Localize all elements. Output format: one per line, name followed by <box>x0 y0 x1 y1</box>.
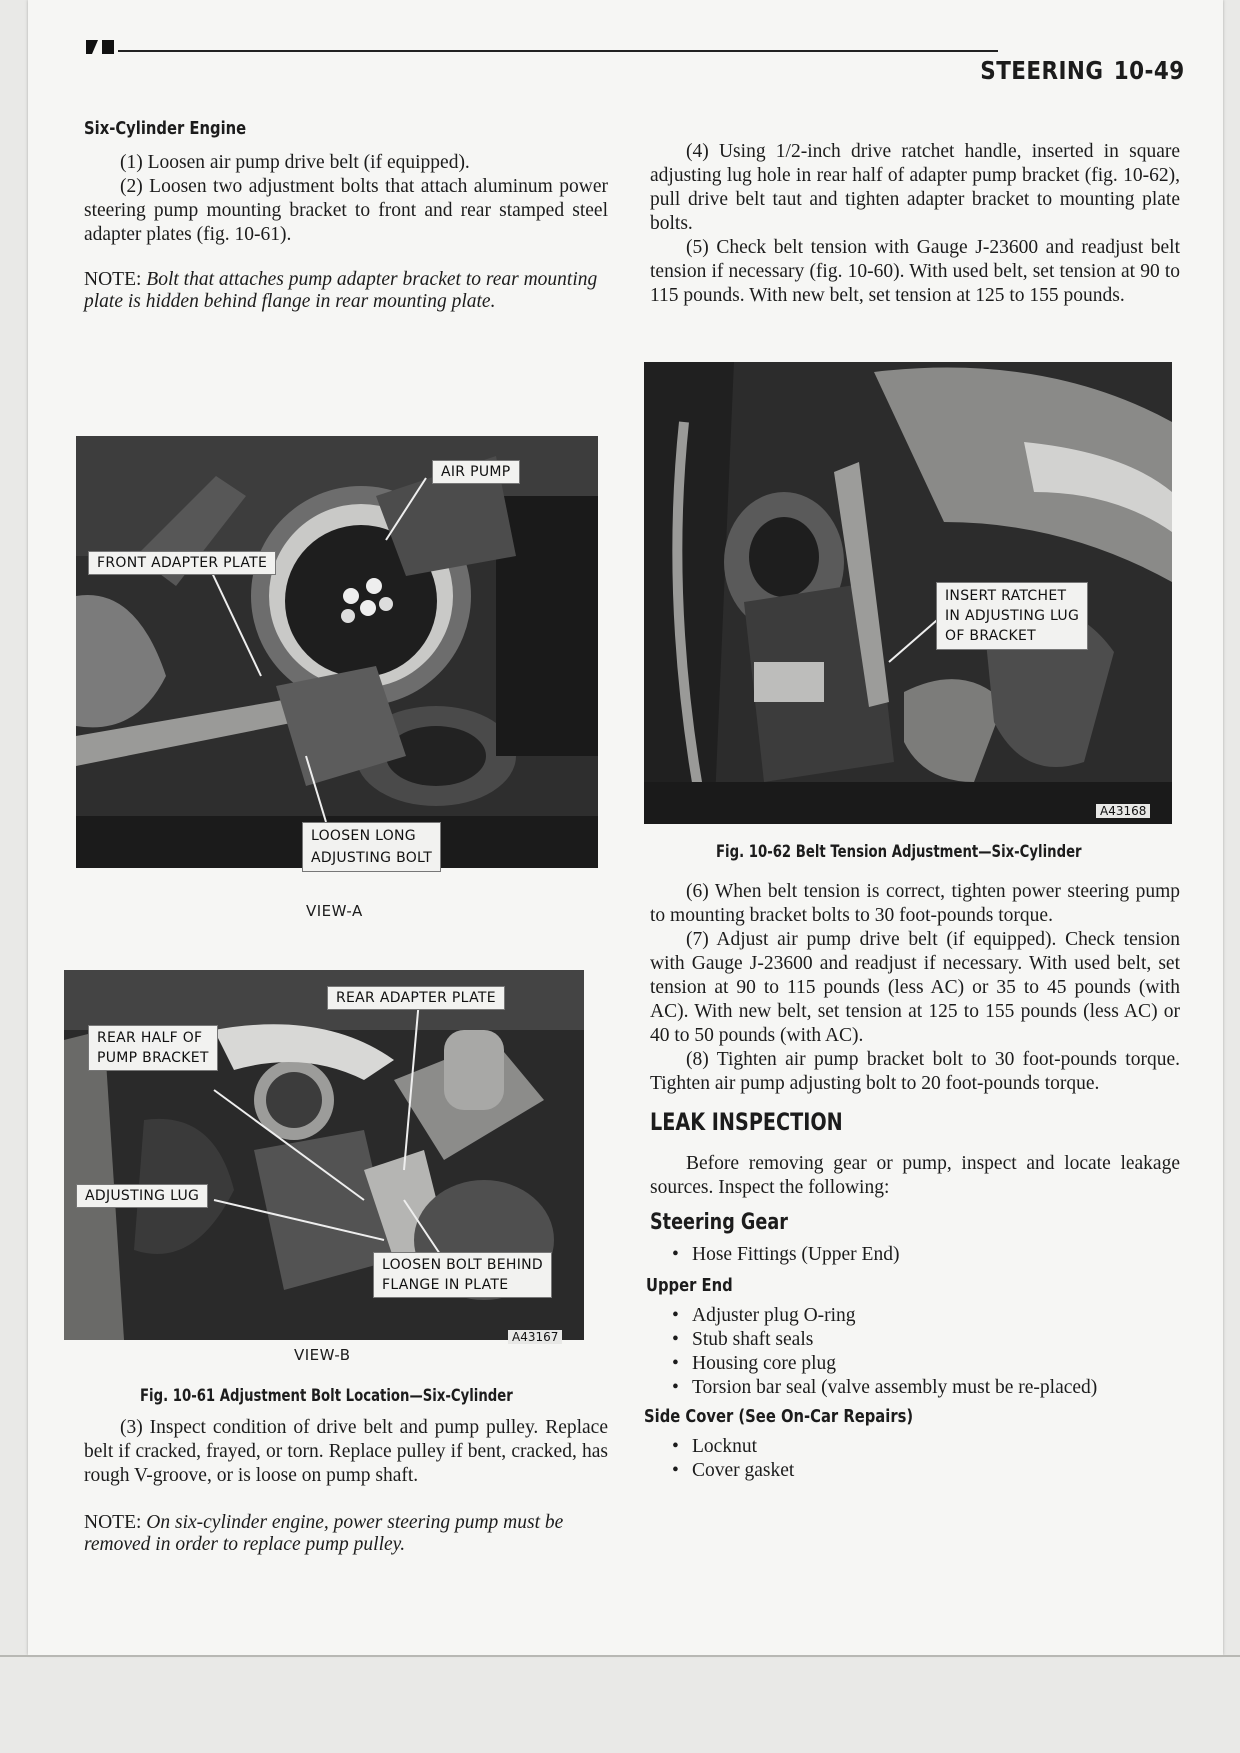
manual-logo-icon <box>86 38 116 56</box>
callout-loosen-bolt-behind-flange <box>373 1252 552 1298</box>
upper-end-list <box>650 1304 1180 1400</box>
figure-code-a43168: A43168 <box>1096 804 1150 818</box>
list-item: • Locknut <box>672 1435 1180 1459</box>
callout-air-pump: AIR PUMP <box>432 460 520 484</box>
list-item: • Torsion bar seal (valve assembly must be re-placed) <box>672 1376 1180 1400</box>
step-2: (2) Loosen two adjustment bolts that attach aluminum power steering pump mounting bracket to front and rear stamped steel adapter plates (fig. 10-61). <box>84 176 608 245</box>
step-3: (3) Inspect condition of drive belt and pump pulley. Replace belt if cracked, frayed, or torn. Replace pulley if bent, cracked, has rough V-groove, or is loose on pump shaft. <box>84 1417 608 1486</box>
figure-code-a43167: A43167 <box>508 1330 562 1344</box>
callout-rear-half-pump-bracket <box>88 1025 218 1071</box>
photo-belt-tension <box>644 362 1172 824</box>
callout-line: OF BRACKET <box>945 628 1036 644</box>
side-cover-list <box>650 1435 1180 1483</box>
step-6: (6) When belt tension is correct, tighten power steering pump to mounting bracket bolts to 30 foot-pounds torque. <box>650 881 1180 926</box>
step-1: (1) Loosen air pump drive belt (if equipped). <box>120 152 470 173</box>
callout-rear-adapter-plate: REAR ADAPTER PLATE <box>327 986 505 1010</box>
note-1 <box>84 269 608 313</box>
right-column-top <box>650 140 1180 308</box>
callout-line: INSERT RATCHET <box>945 588 1067 604</box>
step-7: (7) Adjust air pump drive belt (if equipped). Check tension with Gauge J-23600 and readjust if necessary. With used belt, set tension at 90 to 115 pounds (less AC) or 35 to 45 pounds (with AC). With new belt, set tension at 125 to 155 pounds (less AC) or 40 to 50 pounds (with AC). <box>650 929 1180 1046</box>
callout-line: ADJUSTING BOLT <box>311 850 433 866</box>
page-number: 10-49 <box>1114 56 1185 85</box>
right-column-bottom <box>644 880 1180 1483</box>
running-header <box>981 56 1185 85</box>
note-label: NOTE: <box>84 1512 142 1533</box>
engine-photo-a-icon <box>76 436 598 868</box>
figure-caption-10-61: Fig. 10-61 Adjustment Bolt Location—Six-Cylinder <box>140 1386 513 1406</box>
callout-line: REAR HALF OF <box>97 1030 203 1046</box>
heading-leak-inspection: LEAK INSPECTION <box>650 1108 843 1136</box>
callout-line: LOOSEN LONG <box>311 828 416 844</box>
note-text: Bolt that attaches pump adapter bracket to rear mounting plate is hidden behind flange in rear mounting plate. <box>84 269 598 312</box>
note-label: NOTE: <box>84 269 142 290</box>
list-item: • Adjuster plug O-ring <box>672 1304 1180 1328</box>
callout-line: LOOSEN BOLT BEHIND <box>382 1257 544 1273</box>
page-edge <box>0 1655 1240 1657</box>
list-item: • Cover gasket <box>672 1459 1180 1483</box>
left-column-bottom <box>84 1416 608 1556</box>
note-2 <box>84 1512 608 1556</box>
figure-caption-10-62: Fig. 10-62 Belt Tension Adjustment—Six-Cylinder <box>716 842 1082 862</box>
heading-upper-end: Upper End <box>646 1275 733 1296</box>
callout-line: FLANGE IN PLATE <box>382 1277 509 1293</box>
section-title: STEERING <box>980 56 1104 85</box>
callout-adjusting-lug: ADJUSTING LUG <box>76 1184 208 1208</box>
heading-side-cover: Side Cover (See On-Car Repairs) <box>644 1406 914 1427</box>
list-item: • Housing core plug <box>672 1352 1180 1376</box>
leak-intro: Before removing gear or pump, inspect and locate leakage sources. Inspect the following: <box>650 1153 1180 1198</box>
callout-insert-ratchet <box>936 582 1088 650</box>
view-b-label: VIEW-B <box>294 1346 351 1364</box>
steering-gear-list <box>650 1243 1180 1267</box>
list-item: • Stub shaft seals <box>672 1328 1180 1352</box>
left-column-top <box>84 118 608 313</box>
engine-photo-c-icon <box>644 362 1172 824</box>
photo-view-a <box>76 436 598 868</box>
callout-loosen-long-bolt <box>302 822 441 872</box>
step-8: (8) Tighten air pump bracket bolt to 30 foot-pounds torque. Tighten air pump adjusting bolt to 20 foot-pounds torque. <box>650 1049 1180 1094</box>
callout-line: PUMP BRACKET <box>97 1050 209 1066</box>
callout-front-adapter-plate: FRONT ADAPTER PLATE <box>88 551 276 575</box>
list-item: • Hose Fittings (Upper End) <box>672 1243 1180 1267</box>
note-text: On six-cylinder engine, power steering pump must be removed in order to replace pump pulley. <box>84 1512 564 1555</box>
heading-six-cylinder: Six-Cylinder Engine <box>84 118 247 139</box>
step-5: (5) Check belt tension with Gauge J-23600 and readjust belt tension if necessary (fig. 10-60). With used belt, set tension at 90 to 115 pounds. With new belt, set tension at 125 to 155 pounds. <box>650 237 1180 306</box>
step-4: (4) Using 1/2-inch drive ratchet handle, inserted in square adjusting lug hole in rear half of adapter pump bracket (fig. 10-62), pull drive belt taut and tighten adapter bracket to mounting plate bolts. <box>650 141 1180 234</box>
callout-line: IN ADJUSTING LUG <box>945 608 1080 624</box>
heading-steering-gear: Steering Gear <box>650 1210 788 1235</box>
header-rule <box>118 50 998 52</box>
view-a-label: VIEW-A <box>306 902 363 920</box>
